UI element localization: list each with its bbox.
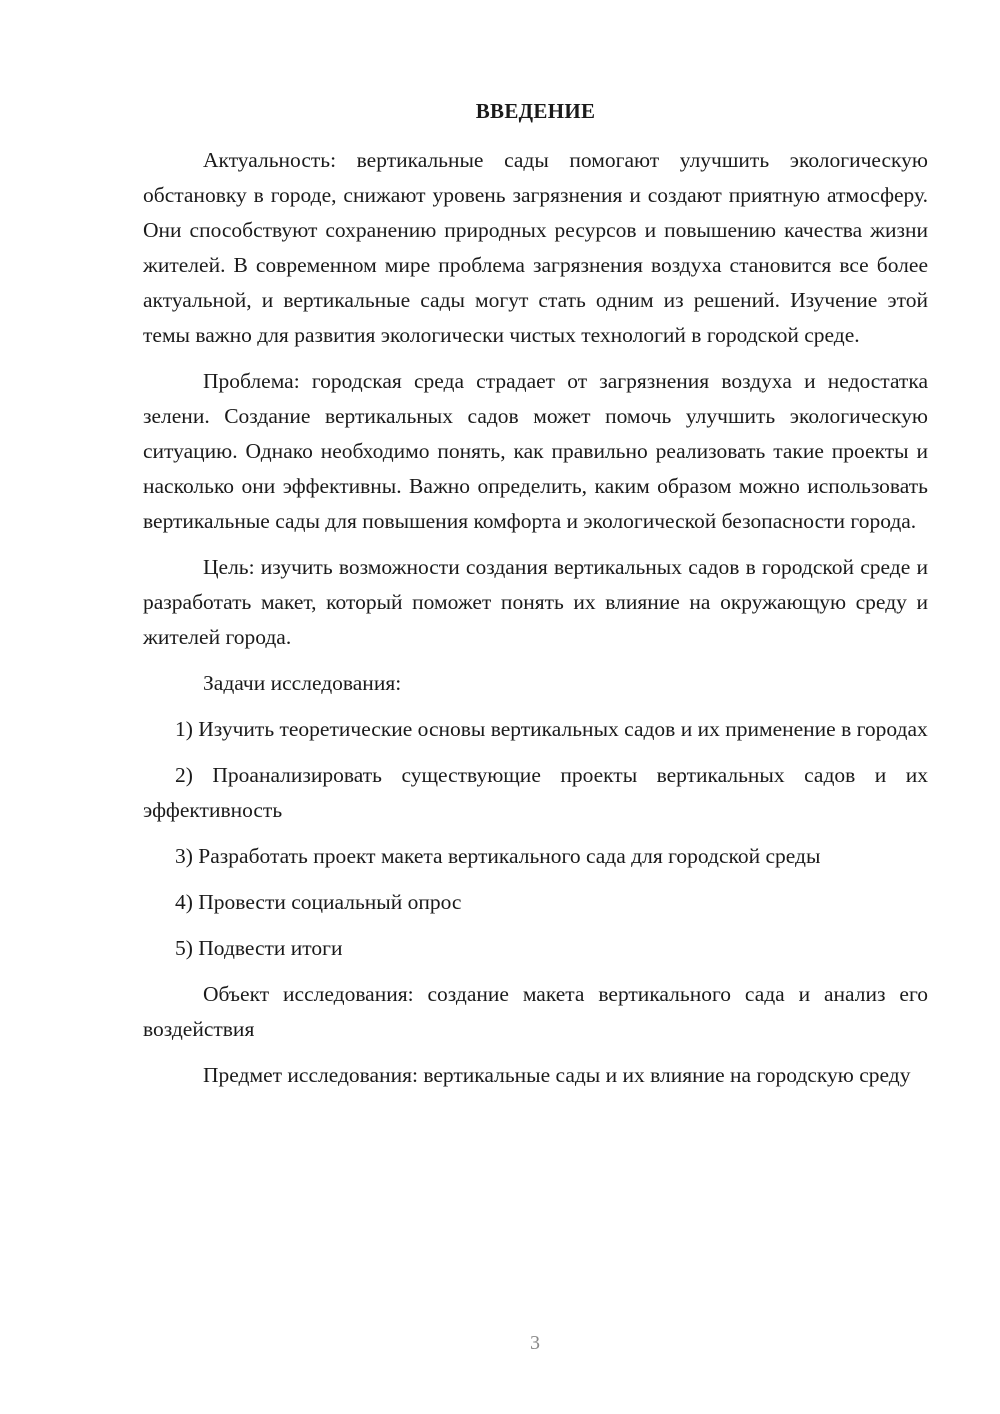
task-item-3: 3) Разработать проект макета вертикального сада для городской среды — [175, 844, 821, 868]
task-item-2: 2) Проанализировать существующие проекты вертикальных садов и их эффективность — [143, 763, 928, 822]
task-item-1: 1) Изучить теоретические основы вертикальных садов и их применение в городах — [175, 717, 928, 741]
object-paragraph: Объект исследования: создание макета вертикального сада и анализ его воздействия — [143, 982, 928, 1041]
tasks-heading: Задачи исследования: — [203, 671, 402, 695]
subject-paragraph: Предмет исследования: вертикальные сады и их влияние на городскую среду — [203, 1063, 911, 1087]
section-title: ВВЕДЕНИЕ — [475, 99, 596, 123]
task-item-4: 4) Провести социальный опрос — [175, 890, 462, 914]
document-body — [143, 143, 928, 1104]
goal-paragraph: Цель: изучить возможности создания вертикальных садов в городской среде и разработать макет, который поможет понять их влияние на окружающую среду и жителей города. — [143, 555, 928, 649]
relevance-paragraph: Актуальность: вертикальные сады помогают улучшить экологическую обстановку в городе, снижают уровень загрязнения и создают приятную атмосферу. Они способствуют сохранению природных ресурсов и повышению качества жизни жителей. В современном мире проблема загрязнения воздуха становится все более актуальной, и вертикальные сады могут стать одним из решений. Изучение этой темы важно для развития экологически чистых технологий в городской среде. — [143, 148, 928, 347]
task-item-5: 5) Подвести итоги — [175, 936, 343, 960]
problem-paragraph: Проблема: городская среда страдает от загрязнения воздуха и недостатка зелени. Создание вертикальных садов может помочь улучшить экологическую ситуацию. Однако необходимо понять, как правильно реализовать такие проекты и насколько они эффективны. Важно определить, каким образом можно использовать вертикальные сады для повышения комфорта и экологической безопасности города. — [143, 369, 928, 533]
page-number: 3 — [530, 1332, 540, 1354]
